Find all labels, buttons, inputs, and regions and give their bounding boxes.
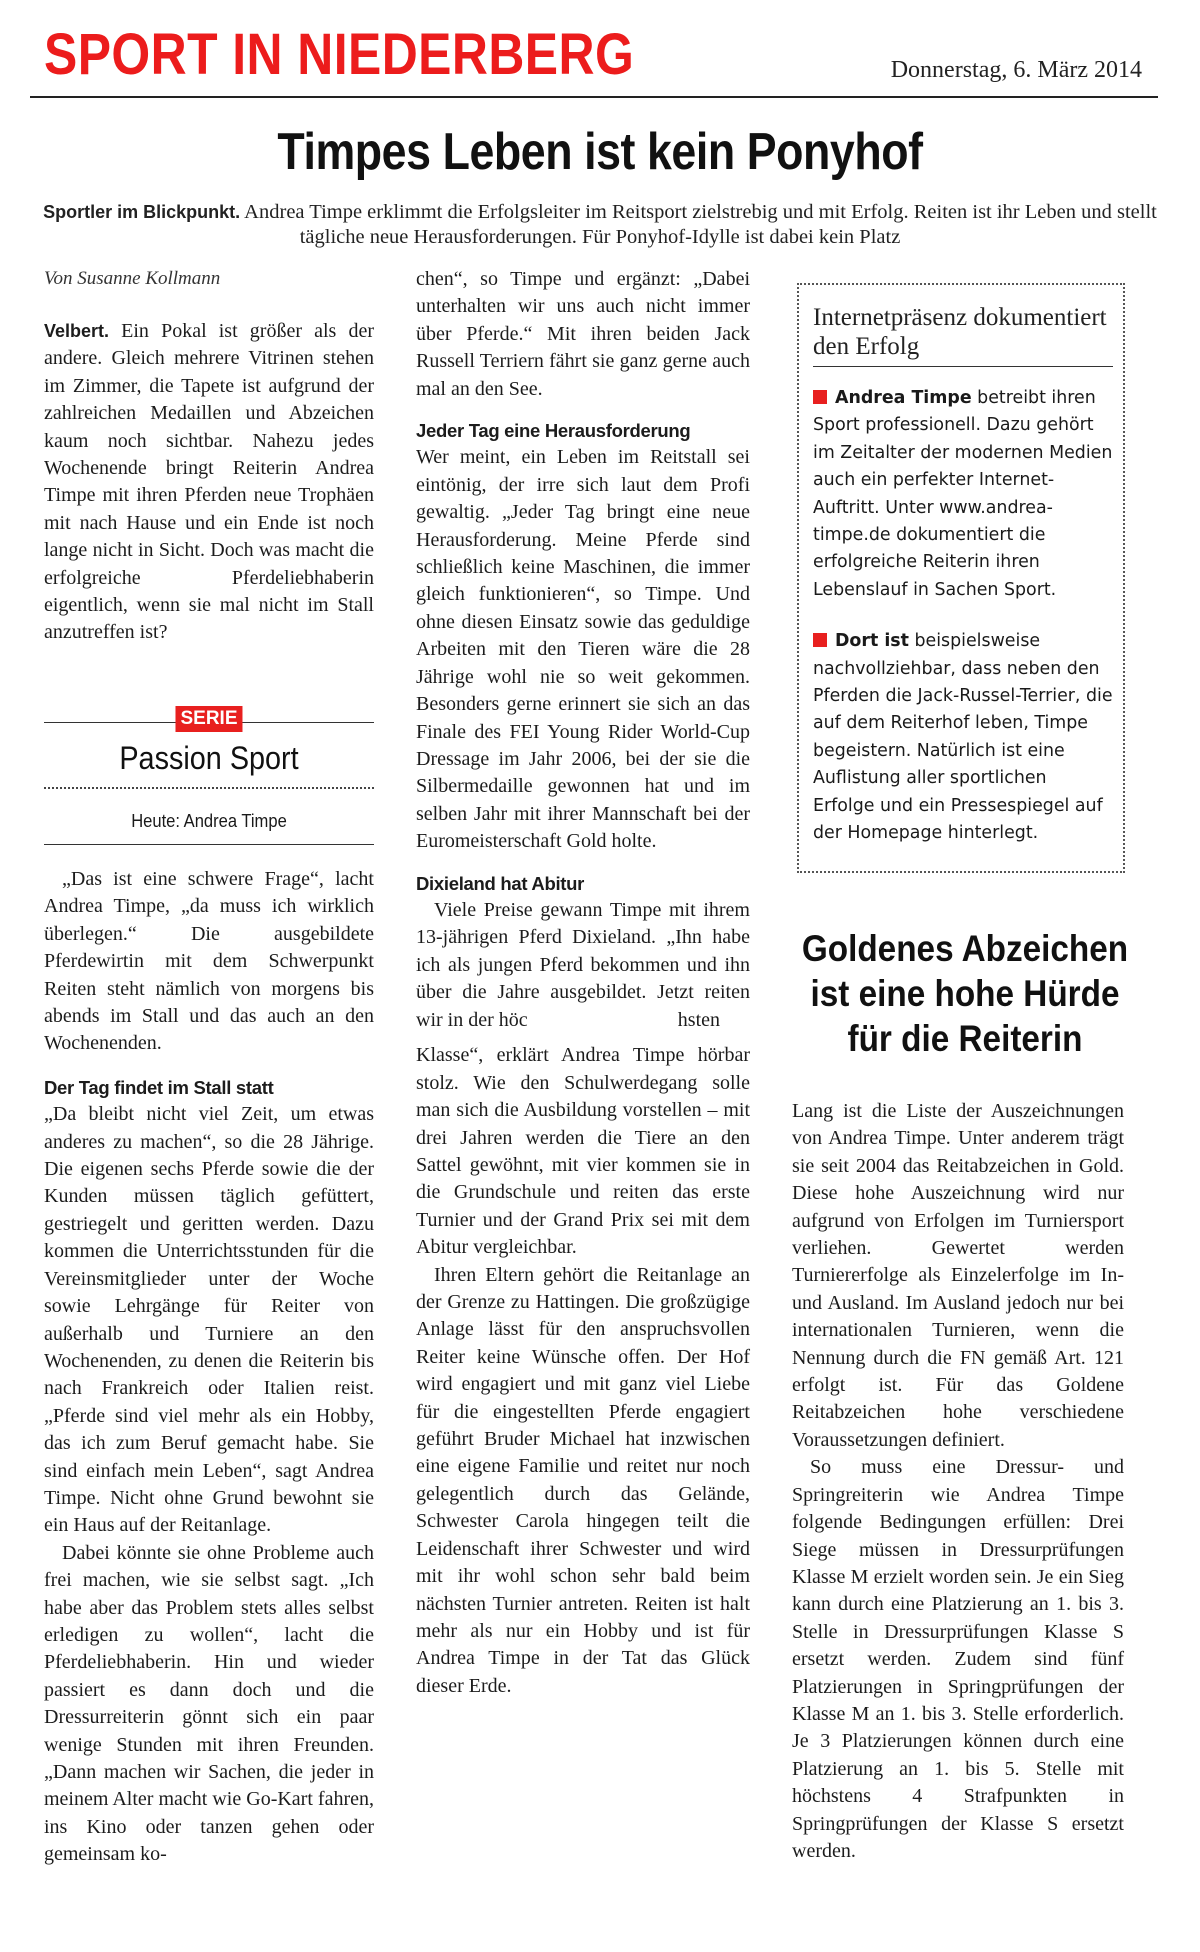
lead-text: Ein Pokal ist größer als der andere. Gleich mehrere Vitrinen stehen im Zimmer, die Tapete ist aufgrund der zahlreichen Medaillen und Abzeichen kaum noch sichtbar. Nahezu jedes Wochenende bringt Reiterin Andrea Timpe mit ihren Pferden neue Trophäen mit nach Hause und ein Ende ist noch lange nicht in Sicht. Doch was macht die erfolgreiche Pferdeliebhaberin eigentlich, wenn sie mal nicht im Stall anzutreffen ist?	[44, 320, 374, 644]
deck-text: Andrea Timpe erklimmt die Erfolgsleiter im Reitsport zielstrebig und mit Erfolg. Reiten ist ihr Leben und stellt tägliche neue Herausforderungen. Für Ponyhof-Idylle ist dabei kein Platz	[240, 201, 1157, 248]
paragraph: Ihren Eltern gehört die Reitanlage an der Grenze zu Hattingen. Die großzügige Anlage lässt für den anspruchsvollen Reiter keine Wünsche offen. Der Hof wird engagiert und mit ganz viel Liebe für die eingestellten Pferde engagiert geführt Bruder Michael hat inzwischen eine eigene Familie und reitet nur noch gelegentlich durch das Gelände, Schwester Carola hingegen teilt die Leidenschaft ihrer Schwester und wird mit ihr wohl schon sehr bald beim nächsten Turnier antreten. Reiten ist halt mehr als nur ein Hobby und ist für Andrea Timpe in der Tat das Glück dieser Erde.	[416, 1263, 750, 1697]
subhead-dixieland: Dixieland hat Abitur	[416, 872, 585, 894]
masthead-rule	[30, 96, 1158, 98]
dateline: Velbert.	[44, 321, 110, 341]
info-item-text: betreibt ihren Sport professionell. Dazu gehört im Zeitalter der modernen Medien auch ein perfekter Internet-Auftritt. Unter www.andrea-timpe.de dokumentiert die erfolgreiche Reiterin ihren Lebenslauf in Sachen Sport.	[813, 388, 1113, 600]
series-bottom-rule	[44, 844, 374, 845]
section-title: SPORT IN NIEDERBERG	[44, 22, 635, 87]
info-item-lead: Dort ist	[835, 631, 909, 652]
red-square-bullet-icon	[813, 633, 827, 647]
red-square-bullet-icon	[813, 390, 827, 404]
text-fragment: hsten	[677, 1008, 720, 1031]
paragraph: chen“, so Timpe und ergänzt: „Dabei unterhalten wir uns auch nicht immer über Pferde.“ Mit ihren beiden Jack Russell Terriern fährt sie ganz gerne auch mal an den See.	[416, 268, 750, 400]
paragraph: „Das ist eine schwere Frage“, lacht Andrea Timpe, „da muss ich wirklich überlegen.“ Die ausgebildete Pferdewirtin mit dem Schwerpunkt Reiten steht nämlich von morgens bis abends im Stall und das auch an den Wochenenden.	[44, 868, 374, 1055]
lead-paragraph	[44, 318, 374, 647]
byline: Von Susanne Kollmann	[44, 268, 221, 289]
info-item	[813, 385, 1113, 604]
info-item-lead: Andrea Timpe	[835, 388, 972, 408]
side-article-headline: Goldenes Abzeichen ist eine hohe Hürde für die Reiterin	[801, 928, 1129, 1059]
series-title: Passion Sport	[119, 740, 299, 776]
info-box	[797, 283, 1125, 873]
paragraph: Dabei könnte sie ohne Probleme auch frei machen, wie sie selbst sagt. „Ich habe aber das Problem stets alles selbst erledigen zu wollen“, lacht die Pferdeliebhaberin. Hin und wieder passiert es dann doch und die Dressurreiterin gönnt sich ein paar wenige Stunden mit ihren Freunden. „Dann machen wir Sachen, die jeder in meinem Alter macht wie Go-Kart fahren, ins Kino oder tanzen gehen oder gemeinsam ko-	[44, 1541, 374, 1866]
info-box-title: Internetpräsenz dokumentiert den Erfolg	[813, 303, 1113, 367]
info-item-text: beispielsweise nachvollziehbar, dass neben den Pferden die Jack-Russel-Terrier, die auf dem Reiterhof leben, Timpe begeistern. Natürlich ist eine Auflistung aller sportlichen Erfolge und ein Pressespiegel auf der Homepage hinterlegt.	[813, 631, 1113, 844]
publication-date: Donnerstag, 6. März 2014	[890, 57, 1142, 83]
column-2-body	[416, 266, 750, 1700]
paragraph: So muss eine Dressur- und Springreiterin wie Andrea Timpe folgende Bedingungen erfüllen: Drei Siege müssen in Dressurprüfungen Klasse M erzielt worden sein. Je ein Sieg kann durch eine Platzierung an 1. bis 3. Stelle in Dressurprüfungen Klasse S ersetzt werden. Zudem sind fünf Platzierungen in Springprüfungen der Klasse M an 1. bis 3. Stelle erforderlich. Je 3 Platzierungen können durch eine Platzierung an 1. bis 5. Stelle mit höchstens 4 Strafpunkten in Springprüfungen der Klasse S ersetzt werden.	[792, 1456, 1124, 1862]
info-item	[813, 628, 1113, 847]
article-deck	[40, 200, 1160, 250]
article-headline: Timpes Leben ist kein Ponyhof	[277, 123, 923, 181]
deck-kicker: Sportler im Blickpunkt.	[43, 202, 241, 222]
side-article-body	[792, 1098, 1124, 1865]
paragraph: Viele Preise gewann Timpe mit ihrem 13-jährigen Pferd Dixieland. „Ihn habe ich als jungen Pferd bekommen und ihn über die Jahre ausgebildet. Jetzt reiten wir in der höc	[416, 898, 750, 1031]
series-today: Heute: Andrea Timpe	[131, 811, 287, 831]
column-1-body	[44, 866, 374, 1869]
paragraph: Lang ist die Liste der Auszeichnungen von Andrea Timpe. Unter anderem trägt sie seit 2004 das Reitabzeichen in Gold. Diese hohe Auszeichnung wird nur aufgrund von Erfolgen im Turniersport verliehen. Gewertet werden Turniererfolge als Einzelerfolge im In- und Ausland. Im Ausland jedoch nur bei internationalen Turnieren, wenn die Nennung durch die FN gemäß Art. 121 erfolgt ist. Für das Goldene Reitabzeichen hohe verschiedene Voraussetzungen definiert.	[792, 1100, 1124, 1451]
subhead-stall: Der Tag findet im Stall statt	[44, 1076, 274, 1098]
series-box	[44, 706, 374, 845]
dotted-divider	[44, 787, 374, 789]
paragraph: „Da bleibt nicht viel Zeit, um etwas anderes zu machen“, so die 28 Jährige. Die eigenen sechs Pferde sowie die der Kunden müssen täglich gefüttert, gestriegelt und geritten werden. Dazu kommen die Unterrichtsstunden für die Vereinsmitglieder unter der Woche sowie Lehrgänge für Reiter von außerhalb und Turniere an den Wochenenden, zu denen die Reiterin bis nach Frankreich oder Italien reist. „Pferde sind viel mehr als ein Hobby, das ich zum Beruf gemacht habe. Sie sind einfach mein Leben“, sagt Andrea Timpe. Nicht ohne Grund bewohnt sie ein Haus auf der Reitanlage.	[44, 1103, 374, 1537]
paragraph: Wer meint, ein Leben im Reitstall sei eintönig, der irre sich laut dem Profi gewaltig. „Jeder Tag bringt eine neue Herausforderung. Meine Pferde sind schließlich keine Maschinen, die immer gleich funktionieren“, so Timpe. Und ohne diesen Einsatz sowie das geduldige Arbeiten mit den Tieren wäre die 28 Jährige wohl nie so weit gekommen. Besonders gerne erinnert sie sich an das Finale des FEI Young Rider World-Cup Dressage im Jahr 2006, bei der sie die Silbermedaille gewonnen hat und im selben Jahr mit ihrer Mannschaft bei der Euromeisterschaft Gold holte.	[416, 446, 750, 853]
subhead-challenge: Jeder Tag eine Herausforderung	[416, 420, 691, 442]
paragraph: Klasse“, erklärt Andrea Timpe hörbar stolz. Wie den Schulwerdegang solle man sich die Ausbildung vorstellen – mit drei Jahren werden die Tiere an den Sattel gewöhnt, mit vier kommen sie in die Grundschule und reiten das erste Turnier und der Grand Prix sei mit dem Abitur vergleichbar.	[416, 1044, 750, 1259]
series-badge: SERIE	[175, 706, 242, 732]
